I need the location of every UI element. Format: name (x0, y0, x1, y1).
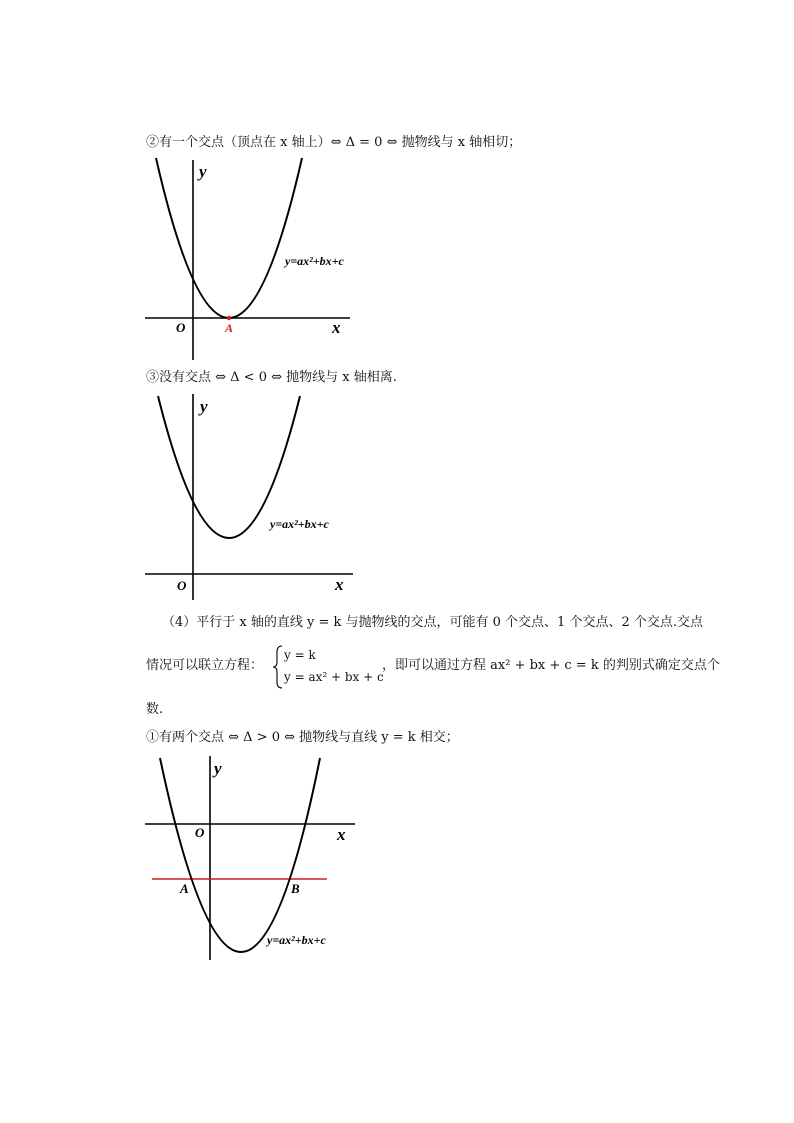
x-axis-label: x (332, 318, 341, 337)
point-a-label: A (225, 321, 234, 335)
graph-line-intersection (140, 752, 370, 964)
curve-equation: y=ax²+bx+c (270, 517, 329, 531)
curve-equation: y=ax²+bx+c (267, 933, 326, 947)
origin-label: O (195, 825, 205, 840)
point-a-label: A (180, 881, 189, 896)
y-axis-label: y (199, 162, 207, 181)
curve-equation: y=ax²+bx+c (285, 254, 344, 268)
item-tangent-case: ②有一个交点（顶点在 x 轴上）⇔ Δ = 0 ⇔ 抛物线与 x 轴相切； (146, 135, 522, 150)
parabola-curve (160, 758, 320, 952)
point-a-marker (227, 316, 231, 320)
origin-label: O (176, 320, 186, 335)
equation-line-2: y = ax² + bx + c (284, 670, 384, 684)
paragraph-4-prefix: 情况可以联立方程： (146, 658, 264, 673)
y-axis-label: y (200, 397, 208, 416)
paragraph-4-suffix: ，即可以通过方程 ax² + bx + c = k 的判别式确定交点个 (382, 658, 720, 673)
equation-line-1: y = k (284, 648, 316, 662)
origin-label: O (177, 578, 187, 593)
graph-no-intersection (140, 390, 370, 602)
graph-tangent (140, 152, 370, 364)
item-no-intersection-case: ③没有交点 ⇔ Δ < 0 ⇔ 抛物线与 x 轴相离. (146, 370, 397, 385)
left-brace (272, 644, 284, 690)
paragraph-4: （4）平行于 x 轴的直线 y = k 与抛物线的交点，可能有 0 个交点、1 个交点、2 个交点.交点 (162, 615, 703, 630)
paragraph-4-end: 数. (146, 702, 164, 717)
x-axis-label: x (337, 825, 346, 844)
x-axis-label: x (335, 575, 344, 594)
y-axis-label: y (214, 759, 222, 778)
parabola-curve (156, 158, 302, 318)
item-two-intersections-case: ①有两个交点 ⇔ Δ > 0 ⇔ 抛物线与直线 y = k 相交； (146, 730, 459, 745)
equation-system (272, 644, 382, 690)
point-b-label: B (291, 881, 300, 896)
